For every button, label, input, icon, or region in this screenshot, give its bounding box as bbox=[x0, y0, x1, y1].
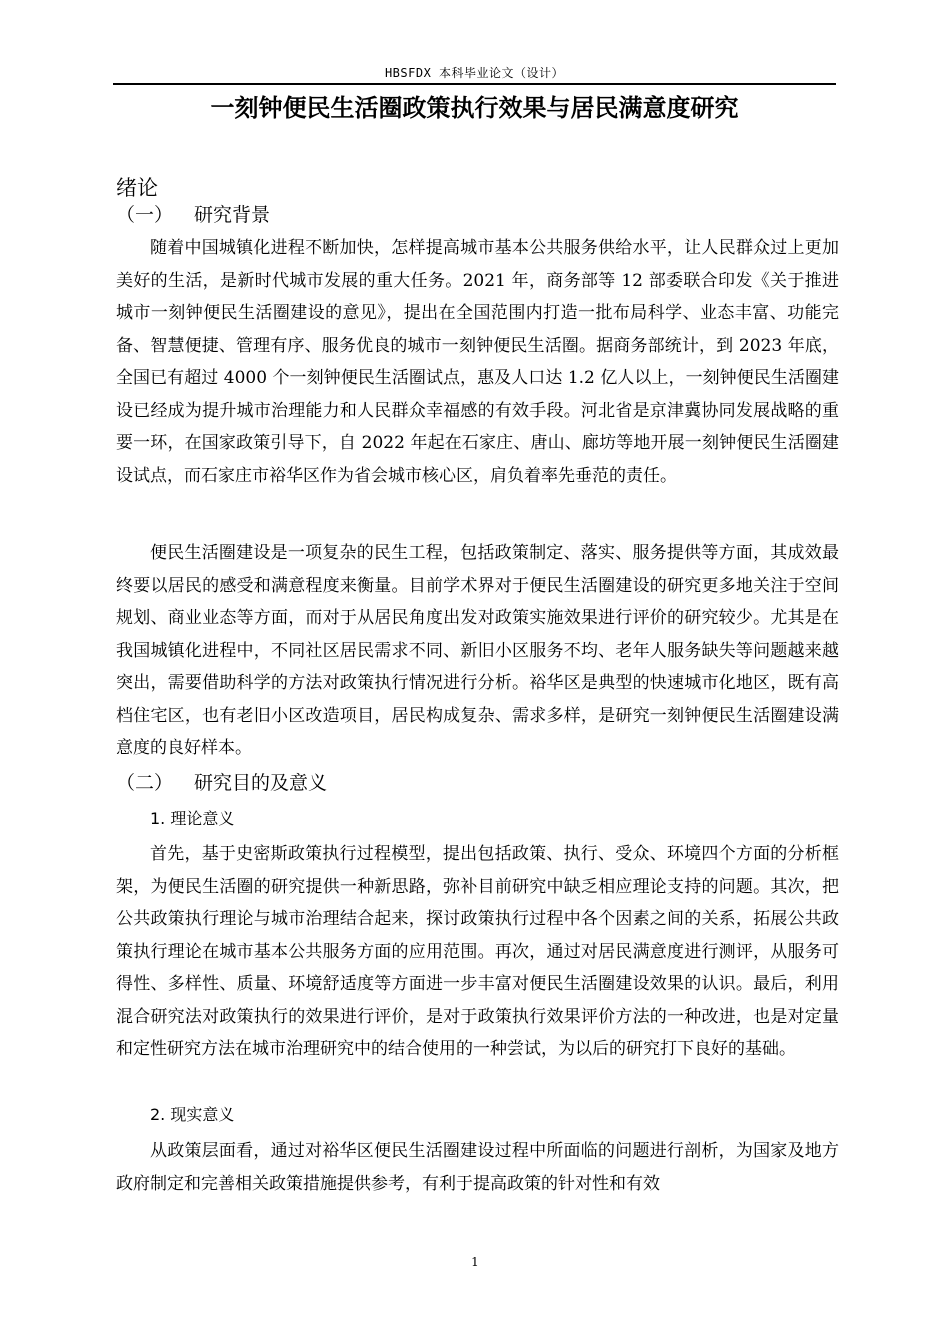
document-title: 一刻钟便民生活圈政策执行效果与居民满意度研究 bbox=[210, 94, 739, 122]
subsection-heading-purpose bbox=[116, 769, 327, 797]
subsection-title: 研究目的及意义 bbox=[194, 772, 328, 794]
item-heading-theoretical: 1. 理论意义 bbox=[150, 809, 235, 828]
paragraph-practical: 从政策层面看，通过对裕华区便民生活圈建设过程中所面临的问题进行剖析，为国家及地方政府制定和完善相关政策措施提供参考，有利于提高政策的针对性和有效 bbox=[116, 1141, 839, 1194]
page-number: 1 bbox=[471, 1255, 479, 1269]
item-heading-practical: 2. 现实意义 bbox=[150, 1105, 235, 1124]
subsection-number: （一） bbox=[116, 204, 174, 226]
paragraph-theoretical: 首先，基于史密斯政策执行过程模型，提出包括政策、执行、受众、环境四个方面的分析框架，为便民生活圈的研究提供一种新思路，弥补目前研究中缺乏相应理论支持的问题。其次，把公共政策执行理论与城市治理结合起来，探讨政策执行过程中各个因素之间的关系，拓展公共政策执行理论在城市基本公共服务方面的应用范围。再次，通过对居民满意度进行测评，从服务可得性、多样性、质量、环境舒适度等方面进一步丰富对便民生活圈建设效果的认识。最后，利用混合研究法对政策执行的效果进行评价，是对于政策执行效果评价方法的一种改进，也是对定量和定性研究方法在城市治理研究中的结合使用的一种尝试，为以后的研究打下良好的基础。 bbox=[116, 844, 839, 1059]
chapter-heading: 绪论 bbox=[116, 176, 158, 200]
paragraph-background-1: 随着中国城镇化进程不断加快，怎样提高城市基本公共服务供给水平，让人民群众过上更加美好的生活，是新时代城市发展的重大任务。2021 年，商务部等 12 部委联合印发《关于推进城市一刻钟便民生活圈建设的意见》，提出在全国范围内打造一批布局科学、业态丰富、功能完备、智慧便捷、管理有序、服务优良的城市一刻钟便民生活圈。据商务部统计，到 2023 年底，全国已有超过 4000 个一刻钟便民生活圈试点，惠及人口达 1.2 亿人以上，一刻钟便民生活圈建设已经成为提升城市治理能力和人民群众幸福感的有效手段。河北省是京津冀协同发展战略的重要一环，在国家政策引导下，自 2022 年起在石家庄、唐山、廊坊等地开展一刻钟便民生活圈建设试点，而石家庄市裕华区作为省会城市核心区，肩负着率先垂范的责任。 bbox=[116, 238, 839, 486]
subsection-title: 研究背景 bbox=[194, 204, 271, 226]
subsection-heading-background bbox=[116, 201, 270, 229]
running-header: HBSFDX 本科毕业论文（设计） bbox=[384, 66, 565, 80]
subsection-number: （二） bbox=[116, 772, 174, 794]
header-rule bbox=[113, 83, 836, 85]
paragraph-background-2: 便民生活圈建设是一项复杂的民生工程，包括政策制定、落实、服务提供等方面，其成效最终要以居民的感受和满意程度来衡量。目前学术界对于便民生活圈建设的研究更多地关注于空间规划、商业业态等方面，而对于从居民角度出发对政策实施效果进行评价的研究较少。尤其是在我国城镇化进程中，不同社区居民需求不同、新旧小区服务不均、老年人服务缺失等问题越来越突出，需要借助科学的方法对政策执行情况进行分析。裕华区是典型的快速城市化地区，既有高档住宅区，也有老旧小区改造项目，居民构成复杂、需求多样，是研究一刻钟便民生活圈建设满意度的良好样本。 bbox=[116, 543, 839, 758]
